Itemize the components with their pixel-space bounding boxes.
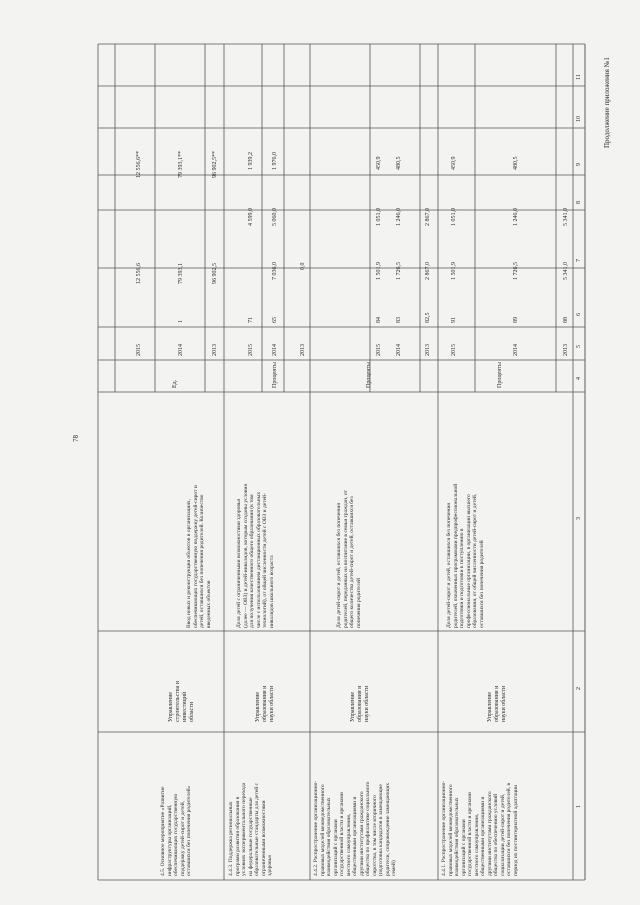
val-4-4-2-2015-c9: 450,9 xyxy=(376,156,382,170)
continuation-caption: Продолжение приложения №1 xyxy=(603,57,611,148)
year-4-4-1-2013: 2013 xyxy=(563,344,569,356)
val-4-4-1-2015-c9: 450,9 xyxy=(451,156,457,170)
measure-4-4-1: 4.4.1. Распространение организационно- правовых моделей межведомственного взаимодействия образовательных организаций с органами государственной власти и органами местного самоуправления, общественными организациями и другими институтами гражданского общества по обеспечению условий социализации детей-сирот и детей, оставшихся без попечения родителей, в период их постинтернатной адаптации xyxy=(441,780,519,876)
header-col-11: 11 xyxy=(576,74,582,80)
executor-4-5: Управление строительства и инвестиций области xyxy=(168,681,195,722)
header-col-7: 7 xyxy=(576,259,582,262)
val-4-4-3-2015-c6: 71 xyxy=(248,317,254,323)
year-4-4-3-2014: 2014 xyxy=(272,344,278,356)
unit-4-4-2: Проценты xyxy=(366,361,372,388)
val-4-4-3-2015-c8: 4 599,0 xyxy=(248,208,254,226)
year-4-5-2015: 2015 xyxy=(136,344,142,356)
header-col-3: 3 xyxy=(576,517,582,520)
val-4-5-2014-c9: 79 393,1** xyxy=(178,151,184,178)
year-4-4-1-2015: 2015 xyxy=(451,344,457,356)
val-4-5-2015-c9: 12 556,6** xyxy=(136,151,142,178)
val-4-4-2-2014-c8: 1 246,0 xyxy=(396,208,402,226)
unit-4-4-3: Проценты xyxy=(272,361,278,388)
page-number: 78 xyxy=(72,435,80,442)
val-4-4-2-2013-c6: 82,5 xyxy=(425,312,431,323)
measure-4-4-2: 4.4.2. Распространение организационно- правовых моделей межведомственного взаимодействия образовательных организаций с органами государственной власти и органами местного самоуправления, общественными организациями и другими институтами гражданского общества по профилактике социального сиротства, в том числе вторичного (подготовка кандидатов в замещающие родители, сопровождение замещающих семей) xyxy=(313,780,397,876)
val-4-4-3-2013-c7: 0,0 xyxy=(300,262,306,270)
measure-4-4-3: 4.4.3. Поддержка региональных программ развития образования в условиях экспериментального перехода на федеральные государственные образовательные стандарты для детей с ограниченными возможностями здоровья xyxy=(228,782,273,876)
val-4-4-1-2013-c8: 5 341,0 xyxy=(563,208,569,226)
executor-4-4-1: Управление образования и науки области xyxy=(487,685,507,722)
unit-4-5: Ед. xyxy=(172,379,178,388)
year-4-5-2014: 2014 xyxy=(178,344,184,356)
indicator-4-4-2: Доля детей-сирот и детей, оставшихся без попечения родителей, переданных на воспитание в семьи граждан, от общего количества детей-сирот и детей, оставшихся без попечения родителей xyxy=(336,490,362,628)
indicator-4-5: Ввод новых и реконструкция объектов в организациях, обеспечивающих государственную поддержку детей-сирот и детей, оставшихся без попечения родителей. Количество введенных объектов xyxy=(186,485,212,628)
val-4-4-1-2014-c7: 1 726,5 xyxy=(513,262,519,280)
val-4-4-2-2013-c8: 2 867,0 xyxy=(425,208,431,226)
header-col-6: 6 xyxy=(576,313,582,316)
val-4-4-2-2015-c7: 1 501,9 xyxy=(376,262,382,280)
val-4-5-2014-c7: 79 393,1 xyxy=(178,263,184,284)
header-col-9: 9 xyxy=(576,163,582,166)
header-col-8: 8 xyxy=(576,201,582,204)
executor-4-4-3: Управление образования и науки области xyxy=(255,685,275,722)
val-4-4-1-2013-c6: 88 xyxy=(563,317,569,323)
val-4-5-2015-c7: 12 556,6 xyxy=(136,263,142,284)
header-col-2: 2 xyxy=(576,687,582,690)
year-4-4-2-2013: 2013 xyxy=(425,344,431,356)
indicator-4-4-3: Доля детей с ограниченными возможностями здоровья (далее — ОВЗ) и детей-инвалидов, которым созданы условия для получения качественного общего образования (в том числе с использованием дистанционных образовательных технологий), от общей численности детей с ОВЗ и детей- инвалидов школьного возраста xyxy=(236,484,275,628)
year-4-4-3-2013: 2013 xyxy=(300,344,306,356)
year-4-4-3-2015: 2015 xyxy=(248,344,254,356)
val-4-4-3-2014-c6: 65 xyxy=(272,317,278,323)
year-4-5-2013: 2013 xyxy=(212,344,218,356)
val-4-4-1-2013-c7: 5 341,0 xyxy=(563,262,569,280)
val-4-4-2-2015-c6: 84 xyxy=(376,317,382,323)
executor-4-4-2: Управление образования и науки области xyxy=(350,685,370,722)
header-col-5: 5 xyxy=(576,345,582,348)
val-4-4-3-2015-c9: 1 939,2 xyxy=(248,152,254,170)
val-4-4-2-2013-c7: 2 867,0 xyxy=(425,262,431,280)
val-4-4-1-2015-c6: 91 xyxy=(451,317,457,323)
val-4-4-1-2015-c8: 1 051,0 xyxy=(451,208,457,226)
indicator-4-4-1: Доля детей-сирот и детей, оставшихся без попечения родителей, охваченных программами предпрофессиональной подготовки и подготовки к поступлению в профессиональные организации, в организации высшего образования, от общей численности детей-сирот и детей, оставшихся без попечения родителей xyxy=(446,483,485,628)
year-4-4-2-2015: 2015 xyxy=(376,344,382,356)
val-4-4-1-2015-c7: 1 501,9 xyxy=(451,262,457,280)
val-4-4-2-2014-c9: 480,5 xyxy=(396,156,402,170)
val-4-4-2-2014-c6: 83 xyxy=(396,317,402,323)
val-4-5-2013-c7: 96 902,5 xyxy=(212,263,218,284)
unit-4-4-1: Проценты xyxy=(497,361,503,388)
val-4-5-2014-c6: 1 xyxy=(178,320,184,323)
val-4-5-2013-c9: 96 902,5** xyxy=(212,151,218,178)
year-4-4-1-2014: 2014 xyxy=(513,344,519,356)
year-4-4-2-2014: 2014 xyxy=(396,344,402,356)
val-4-4-3-2014-c9: 1 976,0 xyxy=(272,152,278,170)
val-4-4-3-2014-c7: 7 036,0 xyxy=(272,262,278,280)
val-4-4-2-2014-c7: 1 726,5 xyxy=(396,262,402,280)
measure-4-5: 4.5. Основное мероприятие «Развитие инфраструктуры организаций, обеспечивающих государственную поддержку детей-сирот и детей, оставшихся без попечения родителей» xyxy=(160,785,192,876)
header-col-4: 4 xyxy=(576,377,582,380)
header-col-1: 1 xyxy=(576,805,582,808)
val-4-4-1-2014-c9: 480,5 xyxy=(513,156,519,170)
val-4-4-3-2014-c8: 5 060,0 xyxy=(272,208,278,226)
header-col-10: 10 xyxy=(576,116,582,122)
val-4-4-2-2015-c8: 1 051,0 xyxy=(376,208,382,226)
val-4-4-1-2014-c6: 89 xyxy=(513,317,519,323)
val-4-4-1-2014-c8: 1 246,0 xyxy=(513,208,519,226)
